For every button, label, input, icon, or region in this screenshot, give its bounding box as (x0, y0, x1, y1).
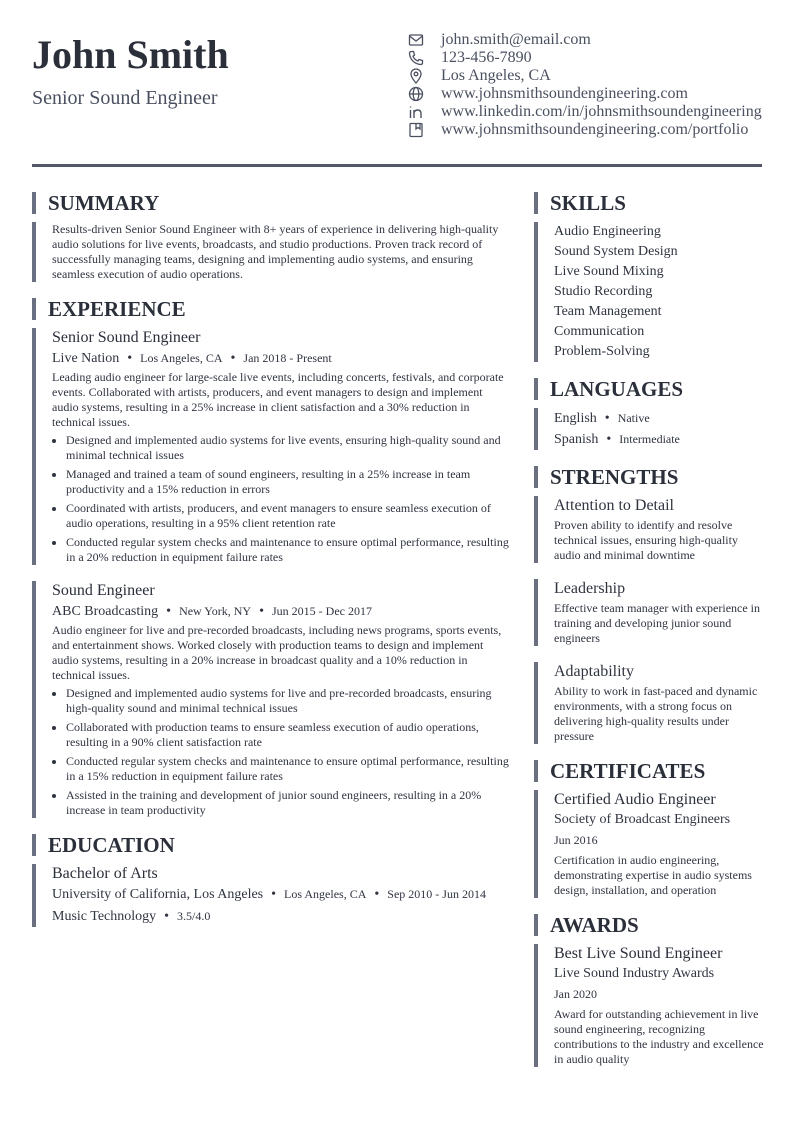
certificate-issuer: Society of Broadcast Engineers (554, 812, 731, 827)
strength-item (534, 662, 764, 744)
job-bullet: • Designed and implemented audio systems for live events, ensuring high-quality sound and minimal technical issues (66, 433, 510, 463)
phone-icon (408, 50, 424, 66)
awards-heading: AWARDS (534, 914, 764, 936)
contact-location (408, 67, 762, 85)
award-title: Best Live Sound Engineer (554, 945, 723, 962)
bookmark-icon (408, 122, 424, 138)
skill-item: Problem-Solving (554, 344, 650, 359)
strength-title: Adaptability (554, 663, 634, 680)
job-bullet: • Conducted regular system checks and maintenance to ensure optimal performance, resulting in a 15% reduction in equipment failure rates (66, 754, 510, 784)
linkedin-icon (408, 104, 424, 120)
job-bullet: • Coordinated with artists, producers, and event managers to ensure seamless execution of audio operations, resulting in a 95% client retention rate (66, 501, 510, 531)
job-bullet: • Collaborated with production teams to ensure seamless execution of audio operations, resulting in a 90% client satisfaction rate (66, 720, 510, 750)
strength-title: Attention to Detail (554, 497, 674, 514)
location-pin-icon (408, 68, 424, 84)
job-title: Sound Engineer (52, 582, 155, 599)
language-name: Spanish (554, 432, 599, 447)
certificate-text: Certification in audio engineering, demonstrating expertise in audio systems design, installation, and operation (554, 853, 752, 897)
language-name: English (554, 411, 597, 426)
skills-section (534, 222, 764, 362)
job-company: ABC Broadcasting (52, 604, 159, 619)
strength-text: Ability to work in fast-paced and dynamic environments, with a strong focus on delivering high-quality results under pressure (554, 684, 758, 743)
left-column (32, 192, 510, 943)
job-bullets (52, 433, 510, 565)
certificate-item (534, 790, 764, 898)
job-company: Live Nation (52, 351, 120, 366)
skill-item: Communication (554, 324, 645, 339)
skill-item: Sound System Design (554, 244, 678, 259)
contact-portfolio-text: www.johnsmithsoundengineering.com/portfolio (441, 121, 749, 138)
award-item (534, 944, 764, 1067)
job-bullet: • Conducted regular system checks and maintenance to ensure optimal performance, resulting in a 20% reduction in equipment failure rates (66, 535, 510, 565)
contact-linkedin-text: www.linkedin.com/in/johnsmithsoundengineering (441, 103, 762, 120)
experience-item (32, 581, 510, 818)
experience-heading: EXPERIENCE (32, 298, 510, 320)
candidate-title: Senior Sound Engineer (32, 87, 218, 109)
job-bullet: • Designed and implemented audio systems for live and pre-recorded broadcasts, ensuring high-quality sound and minimal technical issues (66, 686, 510, 716)
job-location: Los Angeles, CA (140, 351, 223, 365)
award-issuer: Live Sound Industry Awards (554, 966, 715, 981)
strengths-heading: STRENGTHS (534, 466, 764, 488)
contact-list (408, 31, 762, 139)
contact-email-text: john.smith@email.com (441, 31, 591, 48)
contact-website[interactable] (408, 85, 762, 103)
candidate-name: John Smith (32, 32, 229, 77)
certificate-date: Jun 2016 (554, 833, 598, 847)
education-gpa: 3.5/4.0 (177, 909, 211, 923)
education-field: Music Technology (52, 909, 157, 924)
job-description: Audio engineer for live and pre-recorded broadcasts, including news programs, sports events, and entertainment shows. Worked closely with production teams to design and implement audio systems, resulting in a 20% increase in broadcast quality and a 10% reduction in technical issues. (52, 623, 502, 682)
language-item: English • Native (554, 411, 650, 426)
job-meta: Live Nation • Los Angeles, CA • Jan 2018 - Present (52, 351, 332, 366)
language-level: Native (617, 411, 650, 425)
strength-item (534, 496, 764, 563)
education-heading: EDUCATION (32, 834, 510, 856)
languages-heading: LANGUAGES (534, 378, 764, 400)
strength-text: Effective team manager with experience in training and developing junior sound engineers (554, 601, 761, 645)
award-date: Jan 2020 (554, 987, 597, 1001)
strength-item (534, 579, 764, 646)
globe-icon (408, 86, 424, 102)
education-location: Los Angeles, CA (284, 887, 367, 901)
certificates-heading: CERTIFICATES (534, 760, 764, 782)
languages-section (534, 408, 764, 450)
contact-phone-text: 123-456-7890 (441, 49, 532, 66)
language-level: Intermediate (619, 432, 680, 446)
skills-heading: SKILLS (534, 192, 764, 214)
language-item: Spanish • Intermediate (554, 432, 680, 447)
contact-phone[interactable] (408, 49, 762, 67)
header-divider (32, 164, 762, 167)
strength-text: Proven ability to identify and resolve technical issues, ensuring high-quality audio and minimal downtime (554, 518, 738, 562)
summary-text: Results-driven Senior Sound Engineer with 8+ years of experience in delivering high-quality audio solutions for live events, broadcasts, and studio productions. Proven track record of successfully managing teams, designing and implementing audio systems, and ensuring seamless execution of audio operations. (52, 222, 499, 281)
job-bullet: • Assisted in the training and development of junior sound engineers, resulting in a 20% increase in team productivity (66, 788, 510, 818)
skill-item: Live Sound Mixing (554, 264, 664, 279)
experience-item (32, 328, 510, 565)
mail-icon (408, 32, 424, 48)
contact-linkedin[interactable] (408, 103, 762, 121)
certificate-title: Certified Audio Engineer (554, 791, 716, 808)
job-bullet: • Managed and trained a team of sound engineers, resulting in a 25% increase in team productivity and a 15% reduction in errors (66, 467, 510, 497)
job-title: Senior Sound Engineer (52, 329, 201, 346)
job-bullets (52, 686, 510, 818)
job-dates: Jun 2015 - Dec 2017 (271, 604, 372, 618)
education-field-row: Music Technology • 3.5/4.0 (52, 909, 211, 924)
job-dates: Jan 2018 - Present (243, 351, 332, 365)
job-location: New York, NY (179, 604, 252, 618)
skill-item: Studio Recording (554, 284, 653, 299)
right-column (534, 192, 764, 1083)
skill-item: Audio Engineering (554, 224, 661, 239)
education-meta: University of California, Los Angeles • Los Angeles, CA • Sep 2010 - Jun 2014 (52, 887, 486, 902)
summary-heading: SUMMARY (32, 192, 510, 214)
summary-section (32, 222, 510, 282)
award-text: Award for outstanding achievement in live sound engineering, recognizing contributions to the industry and excellence in audio quality (554, 1007, 764, 1066)
strength-title: Leadership (554, 580, 626, 597)
contact-location-text: Los Angeles, CA (441, 67, 551, 84)
contact-email[interactable] (408, 31, 762, 49)
skill-item: Team Management (554, 304, 662, 319)
contact-website-text: www.johnsmithsoundengineering.com (441, 85, 688, 102)
job-description: Leading audio engineer for large-scale live events, including concerts, festivals, and corporate events. Collaborated with artists, producers, and event managers to design and implement audio systems, resulting in a 25% increase in client satisfaction and a 30% reduction in technical issues. (52, 370, 504, 429)
education-degree: Bachelor of Arts (52, 865, 158, 882)
education-school: University of California, Los Angeles (52, 887, 264, 902)
education-dates: Sep 2010 - Jun 2014 (387, 887, 486, 901)
education-item (32, 864, 510, 927)
job-meta: ABC Broadcasting • New York, NY • Jun 2015 - Dec 2017 (52, 604, 372, 619)
contact-portfolio[interactable] (408, 121, 762, 139)
